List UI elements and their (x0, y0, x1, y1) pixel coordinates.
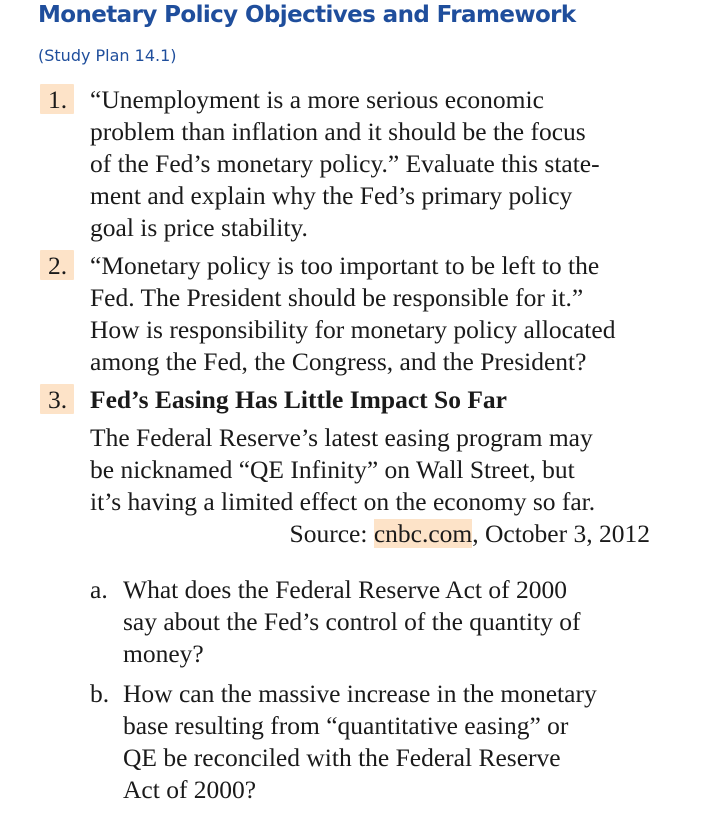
question-2-line: “Monetary policy is too important to be left to the (90, 251, 600, 280)
subquestion-b-label: b. (90, 679, 110, 708)
subquestion-a-line: say about the Fed’s control of the quantity of (123, 607, 581, 636)
study-plan-reference: (Study Plan 14.1) (38, 46, 177, 65)
subquestion-b (90, 678, 670, 806)
question-number-2: 2. (40, 250, 74, 280)
news-excerpt-line: be nicknamed “QE Infinity” on Wall Street, but (90, 455, 575, 484)
news-source (38, 518, 650, 550)
question-1-text (90, 84, 670, 244)
question-1-line: of the Fed’s monetary policy.” Evaluate this state- (90, 149, 600, 178)
question-1-line: goal is price stability. (90, 213, 308, 242)
question-2-line: Fed. The President should be responsible for it.” (90, 283, 584, 312)
subquestion-a-line: money? (123, 639, 204, 668)
subquestion-a-text (123, 574, 670, 670)
section-heading: Monetary Policy Objectives and Framework (38, 2, 576, 28)
question-2-line: How is responsibility for monetary policy allocated (90, 315, 616, 344)
question-1-line: problem than inflation and it should be the focus (90, 117, 586, 146)
question-3-text (90, 384, 670, 550)
question-2-line: among the Fed, the Congress, and the President? (90, 347, 587, 376)
news-headline: Fed’s Easing Has Little Impact So Far (90, 385, 507, 414)
source-outlet: cnbc.com (373, 519, 473, 548)
subquestion-a (90, 574, 670, 670)
question-1-line: “Unemployment is a more serious economic (90, 85, 544, 114)
question-3 (38, 384, 678, 550)
subquestion-a-label: a. (90, 575, 108, 604)
question-1 (38, 84, 678, 244)
question-number-3: 3. (40, 384, 74, 414)
subquestion-b-text (123, 678, 670, 806)
subquestion-b-line: Act of 2000? (123, 775, 257, 804)
question-2 (38, 250, 678, 378)
question-1-line: ment and explain why the Fed’s primary policy (90, 181, 573, 210)
question-number-1: 1. (40, 84, 74, 114)
subquestion-b-line: base resulting from “quantitative easing” or (123, 711, 569, 740)
source-prefix: Source: (289, 519, 374, 548)
question-2-text (90, 250, 670, 378)
subquestion-b-line: QE be reconciled with the Federal Reserve (123, 743, 561, 772)
subquestion-b-line: How can the massive increase in the monetary (123, 679, 597, 708)
subquestion-a-line: What does the Federal Reserve Act of 2000 (123, 575, 567, 604)
source-date: , October 3, 2012 (472, 519, 650, 548)
news-excerpt-line: it’s having a limited effect on the economy so far. (90, 487, 596, 516)
news-excerpt-line: The Federal Reserve’s latest easing program may (90, 423, 593, 452)
